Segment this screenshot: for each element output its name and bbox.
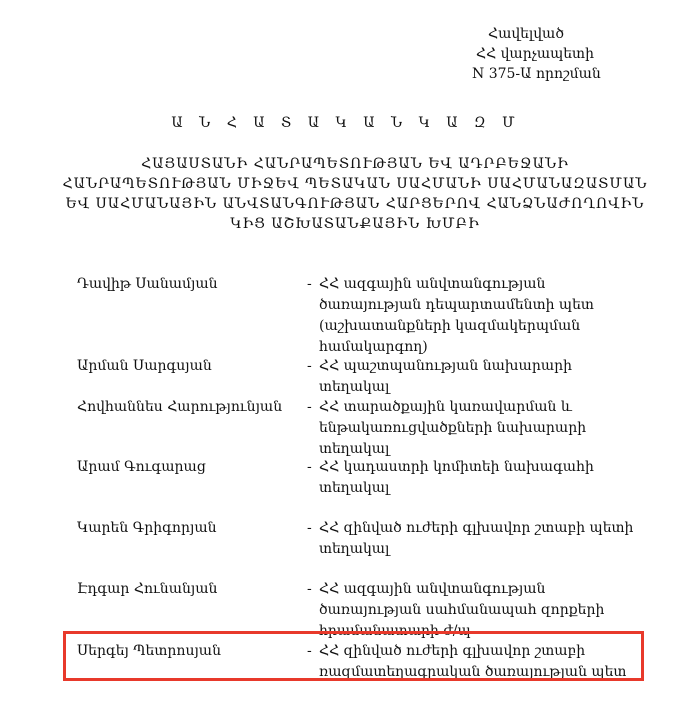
dash-marker: - [307,520,312,536]
approval-annex-label: Հավելված [488,26,564,42]
approval-pm-label: ՀՀ վարչապետի [476,46,594,62]
highlight-box [63,631,644,681]
member-position-text: ՀՀ պաշտպանության նախարարի տեղակալ [319,358,573,395]
dash-marker: - [307,358,312,374]
document-subtitle: ՀԱՅԱՍՏԱՆԻ ՀԱՆՐԱՊԵՏՈՒԹՅԱՆ ԵՎ ԱԴՐԲԵՋԱՆԻ ՀԱՆՐԱՊԵՏՈՒԹՅԱՆ ՄԻՋԵՎ ՊԵՏԱԿԱՆ ՍԱՀՄԱՆԻ ՍԱՀՄԱՆԱԶԱՏՄԱՆ ԵՎ ՍԱՀՄԱՆԱՅԻՆ ԱՆՎՏԱՆԳՈՒԹՅԱՆ ՀԱՐՑԵՐՈՎ ՀԱՆՁՆԱԺՈՂՈՎԻՆ ԿԻՑ ԱՇԽԱՏԱՆՔԱՅԻՆ ԽՄԲԻ [62,156,648,232]
member-position-text: ՀՀ տարածքային կառավարման և ենթակառուցվածքների նախարարի տեղակալ [319,399,587,457]
member-name: Արամ Գուգարաց [77,459,206,475]
member-position-text: ՀՀ կադաստրի կոմիտեի նախագահի տեղակալ [319,459,594,496]
member-position [307,274,642,358]
dash-marker: - [307,399,312,415]
dash-marker: - [307,581,312,597]
member-position [307,457,642,499]
member-name: Հովհաննես Հարությունյան [77,399,283,415]
member-position [307,397,642,460]
member-position-text: ՀՀ զինված ուժերի գլխավոր շտաբի պետի տեղակալ [319,520,634,557]
dash-marker: - [307,459,312,475]
member-name: Դավիթ Սանամյան [77,276,218,292]
member-name: Արման Սարգսյան [77,358,212,374]
member-name: Սերգեյ Պետրոսյան [77,643,221,659]
member-position-text: ՀՀ ազգային անվտանգության ծառայության դեպարտամենտի պետ (աշխատանքների կազմակերպման համակարգող) [319,276,594,355]
member-name: Էդգար Հունանյան [77,581,218,597]
document-title: Ա Ն Հ Ա Տ Ա Կ Ա Ն Կ Ա Զ Մ [171,115,521,131]
member-position-text: ՀՀ ազգային անվտանգության ծառայության սահմանապահ զորքերի հրամանատարի ժ/պ [319,581,605,639]
approval-decision-number: N 375-Ա որոշման [472,66,601,82]
member-position [307,356,642,398]
dash-marker: - [307,643,312,659]
member-name: Կարեն Գրիգորյան [77,520,217,536]
member-position-text: ՀՀ զինված ուժերի գլխավոր շտաբի ռազմատեղագրական ծառայության պետ [319,643,627,680]
member-position [307,518,642,560]
approval-block [470,24,601,84]
dash-marker: - [307,276,312,292]
